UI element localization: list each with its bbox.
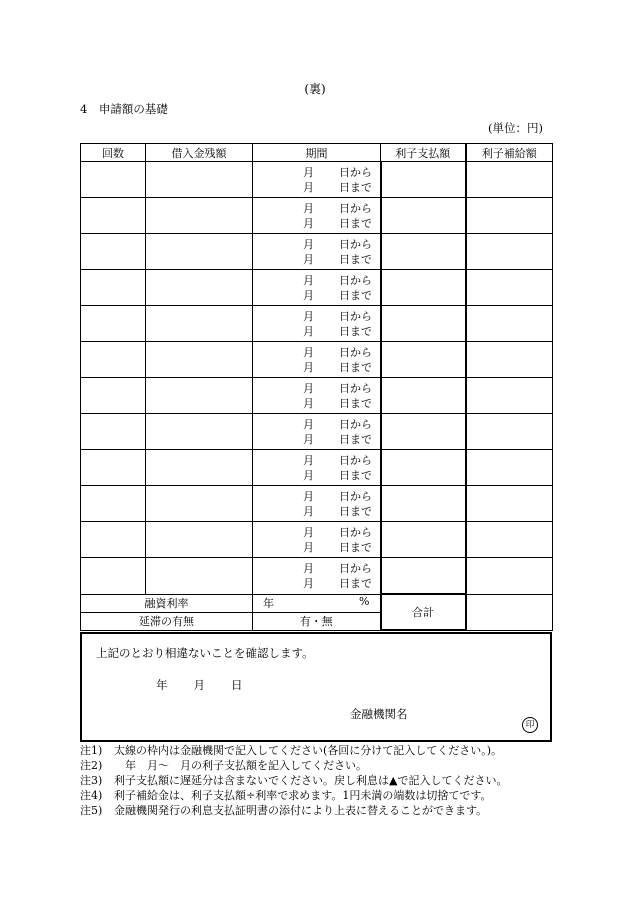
interest-subsidy-cell[interactable] — [466, 162, 553, 198]
header-period: 期間 — [253, 144, 381, 162]
interest-paid-cell[interactable] — [381, 378, 466, 414]
count-cell[interactable] — [81, 198, 146, 234]
count-cell[interactable] — [81, 378, 146, 414]
interest-paid-cell[interactable] — [381, 414, 466, 450]
loan-balance-cell[interactable] — [146, 342, 253, 378]
table-row — [81, 378, 553, 414]
total-label: 合計 — [381, 594, 466, 630]
application-basis-table — [80, 143, 553, 631]
rate-field[interactable] — [253, 594, 381, 612]
table-row — [81, 522, 553, 558]
count-cell[interactable] — [81, 306, 146, 342]
note-item: 注5) 金融機関発行の利息支払証明書の添付により上表に替えることができます。 — [80, 804, 488, 817]
interest-paid-cell[interactable] — [381, 342, 466, 378]
period-cell[interactable]: 月 日から 月 日まで — [253, 234, 381, 270]
count-cell[interactable] — [81, 558, 146, 595]
bank-name-label: 金融機関名 — [350, 707, 408, 721]
header-interest-paid: 利子支払額 — [381, 144, 466, 162]
section-heading: 4 申請額の基礎 — [80, 102, 168, 116]
period-cell[interactable]: 月 日から 月 日まで — [253, 558, 381, 595]
loan-balance-cell[interactable] — [146, 558, 253, 595]
interest-subsidy-cell[interactable] — [466, 414, 553, 450]
delinquency-label: 延滞の有無 — [81, 612, 253, 630]
loan-balance-cell[interactable] — [146, 198, 253, 234]
interest-subsidy-cell[interactable] — [466, 198, 553, 234]
date-year: 年 — [156, 678, 168, 692]
date-month: 月 — [193, 678, 205, 692]
table-row — [81, 306, 553, 342]
loan-balance-cell[interactable] — [146, 234, 253, 270]
interest-paid-cell[interactable] — [381, 306, 466, 342]
interest-paid-cell[interactable] — [381, 558, 466, 595]
count-cell[interactable] — [81, 234, 146, 270]
interest-paid-cell[interactable] — [381, 162, 466, 198]
interest-paid-cell[interactable] — [381, 486, 466, 522]
note-item: 注1) 太線の枠内は金融機関で記入してください(各回に分けて記入してください。)。 — [80, 744, 503, 757]
note-item: 注2) 年 月～ 月の利子支払額を記入してください。 — [80, 759, 367, 772]
interest-paid-cell[interactable] — [381, 270, 466, 306]
delinquency-value[interactable]: 有・無 — [253, 612, 381, 630]
loan-balance-cell[interactable] — [146, 450, 253, 486]
loan-balance-cell[interactable] — [146, 522, 253, 558]
interest-subsidy-cell[interactable] — [466, 486, 553, 522]
loan-balance-cell[interactable] — [146, 306, 253, 342]
interest-subsidy-cell[interactable] — [466, 522, 553, 558]
interest-subsidy-cell[interactable] — [466, 270, 553, 306]
rate-label: 融資利率 — [81, 594, 253, 612]
interest-subsidy-cell[interactable] — [466, 342, 553, 378]
header-loan-balance: 借入金残額 — [146, 144, 253, 162]
count-cell[interactable] — [81, 414, 146, 450]
period-cell[interactable]: 月 日から 月 日まで — [253, 306, 381, 342]
period-cell[interactable]: 月 日から 月 日まで — [253, 162, 381, 198]
note-item: 注4) 利子補給金は、利子支払額÷利率で求めます。1円未満の端数は切捨てです。 — [80, 789, 492, 802]
interest-subsidy-cell[interactable] — [466, 450, 553, 486]
table-row — [81, 414, 553, 450]
rate-row — [81, 594, 553, 612]
loan-balance-cell[interactable] — [146, 162, 253, 198]
table-row — [81, 558, 553, 595]
confirmation-box — [80, 632, 552, 742]
rate-percent: % — [359, 595, 370, 608]
header-count: 回数 — [81, 144, 146, 162]
table-row — [81, 342, 553, 378]
loan-balance-cell[interactable] — [146, 270, 253, 306]
page-title: (裏) — [304, 82, 326, 96]
count-cell[interactable] — [81, 450, 146, 486]
loan-balance-cell[interactable] — [146, 378, 253, 414]
period-cell[interactable]: 月 日から 月 日まで — [253, 522, 381, 558]
total-value[interactable] — [466, 594, 553, 630]
interest-paid-cell[interactable] — [381, 522, 466, 558]
seal-icon: 印 — [522, 717, 538, 733]
table-row — [81, 162, 553, 198]
header-interest-subsidy: 利子補給額 — [466, 144, 553, 162]
period-cell[interactable]: 月 日から 月 日まで — [253, 450, 381, 486]
interest-paid-cell[interactable] — [381, 234, 466, 270]
table-row — [81, 270, 553, 306]
table-row — [81, 486, 553, 522]
count-cell[interactable] — [81, 162, 146, 198]
confirmation-date[interactable] — [156, 677, 269, 693]
date-day: 日 — [231, 678, 243, 692]
table-row — [81, 450, 553, 486]
note-item: 注3) 利子支払額に遅延分は含まないでください。戻し利息は▲で記入してください。 — [80, 774, 508, 787]
period-cell[interactable]: 月 日から 月 日まで — [253, 378, 381, 414]
interest-paid-cell[interactable] — [381, 450, 466, 486]
confirmation-text: 上記のとおり相違ないことを確認します。 — [96, 646, 314, 660]
count-cell[interactable] — [81, 522, 146, 558]
table-header-row — [81, 144, 553, 162]
interest-subsidy-cell[interactable] — [466, 234, 553, 270]
interest-subsidy-cell[interactable] — [466, 306, 553, 342]
loan-balance-cell[interactable] — [146, 486, 253, 522]
interest-subsidy-cell[interactable] — [466, 558, 553, 595]
interest-paid-cell[interactable] — [381, 198, 466, 234]
count-cell[interactable] — [81, 270, 146, 306]
count-cell[interactable] — [81, 342, 146, 378]
unit-label: (単位：円) — [488, 121, 543, 135]
table-row — [81, 198, 553, 234]
interest-subsidy-cell[interactable] — [466, 378, 553, 414]
period-cell[interactable]: 月 日から 月 日まで — [253, 270, 381, 306]
period-cell[interactable]: 月 日から 月 日まで — [253, 486, 381, 522]
table-row — [81, 234, 553, 270]
loan-balance-cell[interactable] — [146, 414, 253, 450]
period-cell[interactable]: 月 日から 月 日まで — [253, 342, 381, 378]
notes-list — [80, 743, 507, 818]
period-cell[interactable]: 月 日から 月 日まで — [253, 414, 381, 450]
count-cell[interactable] — [81, 486, 146, 522]
rate-year: 年 — [263, 597, 274, 610]
period-cell[interactable]: 月 日から 月 日まで — [253, 198, 381, 234]
